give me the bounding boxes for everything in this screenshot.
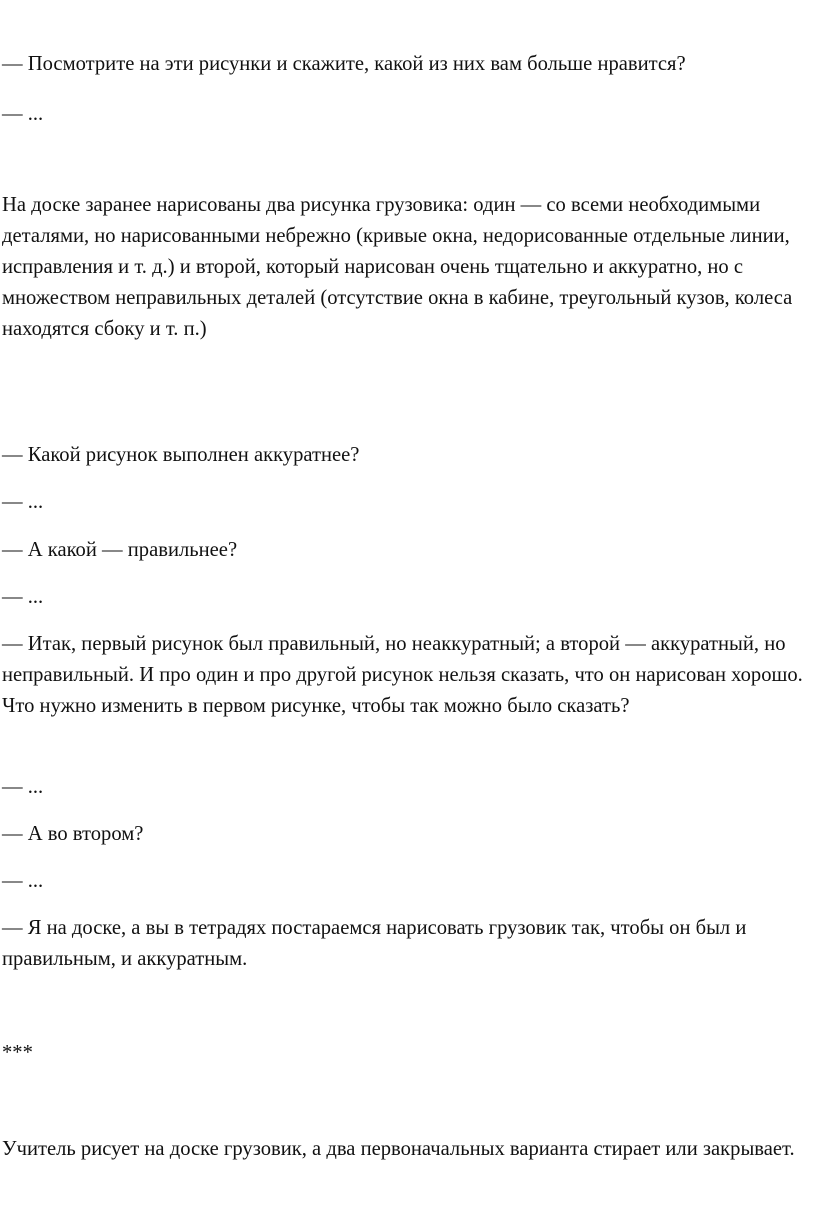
paragraph-summary-question: — Итак, первый рисунок был правильный, но неаккуратный; а второй — аккуратный, но неправильный. И про один и про другой рисунок нельзя сказать, что он нарисован хорошо. Что нужно изменить в первом рисунке, чтобы так можно было сказать?: [2, 633, 803, 717]
paragraph-answer-placeholder: — ...: [2, 491, 44, 513]
paragraph-teacher-action: Учитель рисует на доске грузовик, а два первоначальных варианта стирает или закрывает.: [2, 1138, 795, 1160]
section-separator: ***: [2, 1042, 33, 1064]
paragraph-question-neater: — Какой рисунок выполнен аккуратнее?: [2, 444, 360, 466]
paragraph-question-second: — А во втором?: [2, 823, 144, 845]
paragraph-answer-placeholder: — ...: [2, 103, 44, 125]
paragraph-board-description: На доске заранее нарисованы два рисунка грузовика: один — со всеми необходимыми деталями, но нарисованными небрежно (кривые окна, недорисованные отдельные линии, исправления и т. д.) и второй, который нарисован очень тщательно и аккуратно, но с множеством неправильных деталей (отсутствие окна в кабине, треугольный кузов, колеса находятся сбоку и т. п.): [2, 194, 793, 340]
paragraph-answer-placeholder: — ...: [2, 870, 44, 892]
paragraph-answer-placeholder: — ...: [2, 776, 44, 798]
paragraph-question-more-correct: — А какой — правильнее?: [2, 539, 238, 561]
paragraph-question-which-drawing: — Посмотрите на эти рисунки и скажите, какой из них вам больше нравится?: [2, 53, 686, 75]
paragraph-answer-placeholder: — ...: [2, 586, 44, 608]
paragraph-drawing-instruction: — Я на доске, а вы в тетрадях постараемся нарисовать грузовик так, чтобы он был и правильным, и аккуратным.: [2, 917, 747, 970]
